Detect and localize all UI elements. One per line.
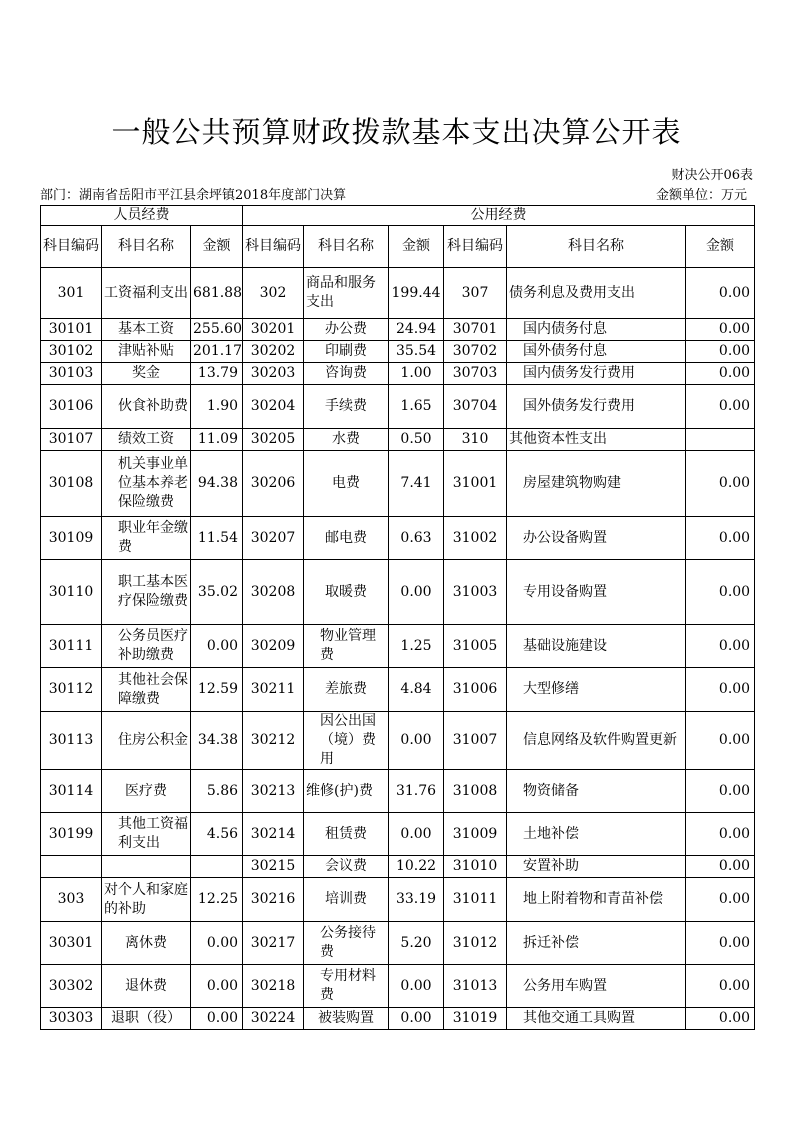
cell-amount: 0.00 <box>686 770 755 813</box>
cell-code: 31012 <box>444 922 507 965</box>
cell-code: 30701 <box>444 319 507 341</box>
cell-code: 31007 <box>444 712 507 770</box>
cell-code: 30212 <box>243 712 304 770</box>
table-row <box>41 878 755 922</box>
cell-amount: 4.84 <box>389 668 444 712</box>
personnel-expense-header: 人员经费 <box>41 206 243 226</box>
cell-amount: 0.00 <box>686 965 755 1008</box>
cell-amount: 0.00 <box>389 965 444 1008</box>
public-expense-header: 公用经费 <box>243 206 755 226</box>
cell-amount: 0.00 <box>686 451 755 517</box>
table-row <box>41 668 755 712</box>
table-row <box>41 625 755 668</box>
cell-code: 30202 <box>243 341 304 363</box>
cell-name: 专用设备购置 <box>507 560 686 625</box>
cell-code: 30216 <box>243 878 304 922</box>
table-row <box>41 770 755 813</box>
cell-name: 退职（役） <box>102 1008 191 1030</box>
cell-code: 30199 <box>41 813 102 856</box>
cell-amount: 0.00 <box>686 341 755 363</box>
cell-amount: 11.54 <box>191 517 243 560</box>
cell-name: 基本工资 <box>102 319 191 341</box>
cell-code: 30114 <box>41 770 102 813</box>
cell-amount: 0.00 <box>191 1008 243 1030</box>
cell-name: 其他交通工具购置 <box>507 1008 686 1030</box>
cell-amount: 201.17 <box>191 341 243 363</box>
cell-amount: 12.59 <box>191 668 243 712</box>
cell-code: 30209 <box>243 625 304 668</box>
cell-name: 机关事业单位基本养老保险缴费 <box>102 451 191 517</box>
cell-amount: 0.00 <box>686 668 755 712</box>
cell-name: 工资福利支出 <box>102 268 191 319</box>
table-row <box>41 385 755 429</box>
cell-code: 31001 <box>444 451 507 517</box>
cell-name: 物业管理费 <box>304 625 389 668</box>
cell-name: 其他工资福利支出 <box>102 813 191 856</box>
cell-name: 地上附着物和青苗补偿 <box>507 878 686 922</box>
cell-code: 31013 <box>444 965 507 1008</box>
cell-amount <box>686 429 755 451</box>
cell-code: 30702 <box>444 341 507 363</box>
page-title: 一般公共预算财政拨款基本支出决算公开表 <box>111 115 682 149</box>
cell-code: 30302 <box>41 965 102 1008</box>
cell-name: 差旅费 <box>304 668 389 712</box>
cell-name: 专用材料费 <box>304 965 389 1008</box>
cell-name: 离休费 <box>102 922 191 965</box>
cell-amount: 0.00 <box>686 268 755 319</box>
cell-amount: 35.02 <box>191 560 243 625</box>
cell-name: 被装购置 <box>304 1008 389 1030</box>
column-header: 科目编码 <box>41 226 102 268</box>
table-row <box>41 965 755 1008</box>
cell-amount: 34.38 <box>191 712 243 770</box>
cell-name: 国外债务发行费用 <box>507 385 686 429</box>
cell-name: 安置补助 <box>507 856 686 878</box>
cell-code: 30301 <box>41 922 102 965</box>
cell-code: 30112 <box>41 668 102 712</box>
column-header: 金额 <box>686 226 755 268</box>
cell-name: 住房公积金 <box>102 712 191 770</box>
cell-name: 公务接待费 <box>304 922 389 965</box>
cell-name: 职业年金缴费 <box>102 517 191 560</box>
cell-name: 公务用车购置 <box>507 965 686 1008</box>
cell-name: 国内债务付息 <box>507 319 686 341</box>
cell-code: 30201 <box>243 319 304 341</box>
cell-code: 301 <box>41 268 102 319</box>
cell-code: 30101 <box>41 319 102 341</box>
department-label: 部门：湖南省岳阳市平江县余坪镇2018年度部门决算 <box>40 188 347 203</box>
cell-code: 31011 <box>444 878 507 922</box>
cell-amount: 94.38 <box>191 451 243 517</box>
cell-amount: 12.25 <box>191 878 243 922</box>
cell-name: 水费 <box>304 429 389 451</box>
cell-amount: 0.00 <box>389 712 444 770</box>
cell-amount: 255.60 <box>191 319 243 341</box>
cell-amount: 0.00 <box>686 385 755 429</box>
cell-code: 31005 <box>444 625 507 668</box>
cell-name: 培训费 <box>304 878 389 922</box>
table-row <box>41 856 755 878</box>
cell-name: 电费 <box>304 451 389 517</box>
cell-amount: 0.00 <box>389 813 444 856</box>
table-row <box>41 560 755 625</box>
table-row <box>41 429 755 451</box>
cell-code: 30109 <box>41 517 102 560</box>
cell-code: 31019 <box>444 1008 507 1030</box>
cell-code: 303 <box>41 878 102 922</box>
cell-code: 30213 <box>243 770 304 813</box>
column-header: 科目名称 <box>304 226 389 268</box>
cell-name: 国内债务发行费用 <box>507 363 686 385</box>
amount-unit-label: 金额单位：万元 <box>655 188 747 203</box>
cell-code: 30113 <box>41 712 102 770</box>
table-row <box>41 341 755 363</box>
cell-amount: 0.00 <box>686 363 755 385</box>
cell-name: 会议费 <box>304 856 389 878</box>
cell-name: 退休费 <box>102 965 191 1008</box>
cell-amount: 0.00 <box>686 1008 755 1030</box>
table-row <box>41 813 755 856</box>
cell-code: 30107 <box>41 429 102 451</box>
cell-code: 31003 <box>444 560 507 625</box>
cell-amount: 0.00 <box>686 712 755 770</box>
cell-amount: 5.86 <box>191 770 243 813</box>
table-row <box>41 451 755 517</box>
cell-name: 其他社会保障缴费 <box>102 668 191 712</box>
cell-code: 30106 <box>41 385 102 429</box>
group-header-row <box>41 206 755 226</box>
cell-name: 邮电费 <box>304 517 389 560</box>
column-header-row <box>41 226 755 268</box>
cell-amount: 4.56 <box>191 813 243 856</box>
cell-code: 30108 <box>41 451 102 517</box>
cell-amount: 0.00 <box>686 319 755 341</box>
cell-name: 因公出国（境）费用 <box>304 712 389 770</box>
table-row <box>41 363 755 385</box>
cell-code: 31008 <box>444 770 507 813</box>
cell-code: 310 <box>444 429 507 451</box>
cell-code: 30303 <box>41 1008 102 1030</box>
cell-name: 土地补偿 <box>507 813 686 856</box>
cell-code: 30704 <box>444 385 507 429</box>
cell-code: 31010 <box>444 856 507 878</box>
cell-amount: 7.41 <box>389 451 444 517</box>
cell-name: 办公设备购置 <box>507 517 686 560</box>
cell-amount: 0.63 <box>389 517 444 560</box>
cell-amount: 0.00 <box>686 517 755 560</box>
cell-amount: 35.54 <box>389 341 444 363</box>
cell-code: 30207 <box>243 517 304 560</box>
cell-name: 物资储备 <box>507 770 686 813</box>
cell-code: 30224 <box>243 1008 304 1030</box>
cell-code: 30215 <box>243 856 304 878</box>
cell-amount <box>191 856 243 878</box>
cell-name: 拆迁补偿 <box>507 922 686 965</box>
cell-amount: 31.76 <box>389 770 444 813</box>
cell-amount: 681.88 <box>191 268 243 319</box>
cell-code: 30217 <box>243 922 304 965</box>
cell-name: 职工基本医疗保险缴费 <box>102 560 191 625</box>
cell-amount: 0.00 <box>686 813 755 856</box>
cell-code: 30102 <box>41 341 102 363</box>
cell-name: 基础设施建设 <box>507 625 686 668</box>
cell-code: 31009 <box>444 813 507 856</box>
cell-name: 印刷费 <box>304 341 389 363</box>
column-header: 科目名称 <box>102 226 191 268</box>
column-header: 金额 <box>191 226 243 268</box>
cell-code: 31002 <box>444 517 507 560</box>
cell-code: 30111 <box>41 625 102 668</box>
cell-amount: 33.19 <box>389 878 444 922</box>
cell-name <box>102 856 191 878</box>
cell-code: 30203 <box>243 363 304 385</box>
cell-name: 大型修缮 <box>507 668 686 712</box>
cell-amount: 199.44 <box>389 268 444 319</box>
table-row <box>41 517 755 560</box>
cell-name: 伙食补助费 <box>102 385 191 429</box>
cell-amount: 11.09 <box>191 429 243 451</box>
cell-name: 医疗费 <box>102 770 191 813</box>
cell-code: 30703 <box>444 363 507 385</box>
cell-code: 31006 <box>444 668 507 712</box>
cell-amount: 0.00 <box>191 965 243 1008</box>
cell-name: 债务利息及费用支出 <box>507 268 686 319</box>
form-code: 财决公开06表 <box>671 168 753 183</box>
cell-code: 30211 <box>243 668 304 712</box>
cell-amount: 0.00 <box>389 1008 444 1030</box>
cell-name: 绩效工资 <box>102 429 191 451</box>
table-row <box>41 1008 755 1030</box>
cell-name: 商品和服务支出 <box>304 268 389 319</box>
cell-name: 办公费 <box>304 319 389 341</box>
cell-code: 30218 <box>243 965 304 1008</box>
cell-amount: 0.00 <box>686 625 755 668</box>
cell-code <box>41 856 102 878</box>
cell-name: 国外债务付息 <box>507 341 686 363</box>
cell-name: 其他资本性支出 <box>507 429 686 451</box>
table-row <box>41 922 755 965</box>
cell-code: 307 <box>444 268 507 319</box>
column-header: 科目名称 <box>507 226 686 268</box>
cell-code: 30103 <box>41 363 102 385</box>
cell-name: 对个人和家庭的补助 <box>102 878 191 922</box>
cell-amount: 24.94 <box>389 319 444 341</box>
cell-name: 取暖费 <box>304 560 389 625</box>
cell-name: 房屋建筑物购建 <box>507 451 686 517</box>
cell-amount: 0.00 <box>686 560 755 625</box>
cell-name: 咨询费 <box>304 363 389 385</box>
cell-code: 30214 <box>243 813 304 856</box>
cell-code: 30208 <box>243 560 304 625</box>
column-header: 科目编码 <box>243 226 304 268</box>
cell-code: 30204 <box>243 385 304 429</box>
cell-amount: 0.50 <box>389 429 444 451</box>
cell-amount: 0.00 <box>686 922 755 965</box>
cell-code: 302 <box>243 268 304 319</box>
cell-name: 维修(护)费 <box>304 770 389 813</box>
cell-amount: 0.00 <box>686 878 755 922</box>
table-row <box>41 319 755 341</box>
cell-amount: 10.22 <box>389 856 444 878</box>
cell-code: 30110 <box>41 560 102 625</box>
cell-amount: 1.65 <box>389 385 444 429</box>
cell-code: 30206 <box>243 451 304 517</box>
cell-amount: 0.00 <box>191 625 243 668</box>
column-header: 金额 <box>389 226 444 268</box>
cell-name: 公务员医疗补助缴费 <box>102 625 191 668</box>
cell-amount: 1.25 <box>389 625 444 668</box>
column-header: 科目编码 <box>444 226 507 268</box>
cell-amount: 0.00 <box>389 560 444 625</box>
cell-amount: 0.00 <box>191 922 243 965</box>
cell-name: 租赁费 <box>304 813 389 856</box>
expenditure-table <box>40 205 755 1030</box>
cell-code: 30205 <box>243 429 304 451</box>
table-row <box>41 268 755 319</box>
cell-amount: 5.20 <box>389 922 444 965</box>
cell-name: 津贴补贴 <box>102 341 191 363</box>
cell-amount: 1.90 <box>191 385 243 429</box>
cell-amount: 0.00 <box>686 856 755 878</box>
cell-name: 奖金 <box>102 363 191 385</box>
cell-name: 手续费 <box>304 385 389 429</box>
cell-amount: 13.79 <box>191 363 243 385</box>
table-row <box>41 712 755 770</box>
cell-name: 信息网络及软件购置更新 <box>507 712 686 770</box>
cell-amount: 1.00 <box>389 363 444 385</box>
